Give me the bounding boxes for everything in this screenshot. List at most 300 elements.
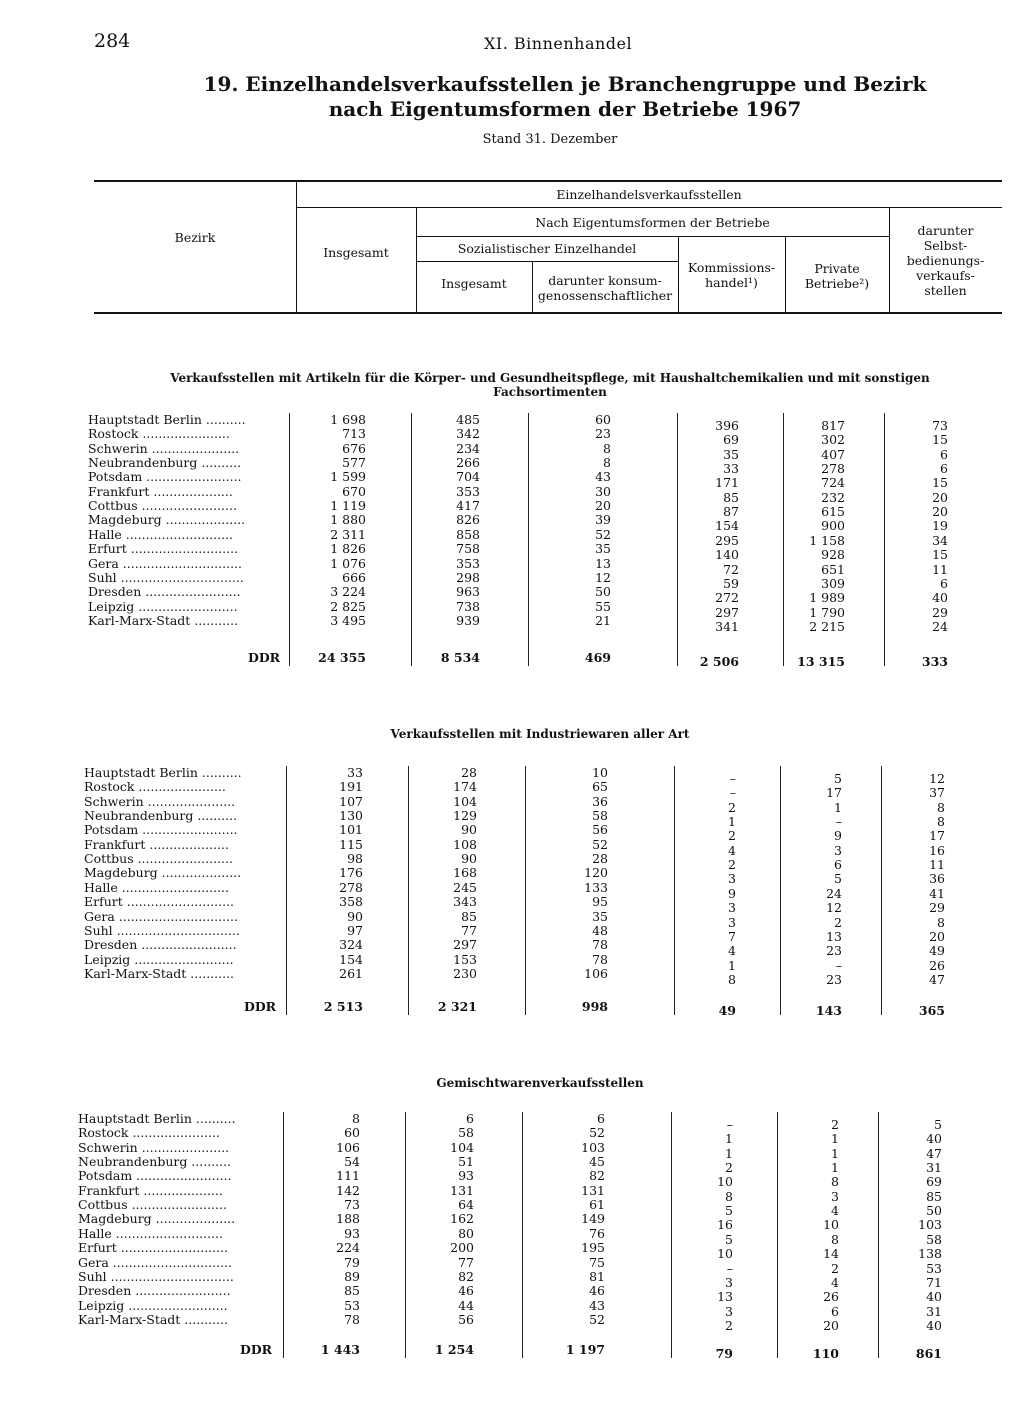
total-value: 1 443: [320, 1342, 360, 1357]
row-value: 826: [456, 512, 480, 528]
row-value: 6: [597, 1111, 605, 1126]
row-value: 1: [728, 957, 736, 973]
row-value: 6: [940, 461, 948, 477]
row-value: 2: [728, 799, 736, 815]
header-konsum: [532, 273, 678, 303]
row-value: 93: [344, 1225, 360, 1241]
row-value: 59: [723, 575, 739, 591]
row-value: 1: [831, 1145, 839, 1161]
row-value: 45: [589, 1154, 605, 1170]
total-value: 2 321: [437, 999, 477, 1014]
total-value: 469: [584, 650, 611, 665]
row-value: 47: [926, 1145, 942, 1161]
row-bezirk-name: Cottbus ........................: [88, 499, 237, 514]
row-value: 78: [592, 951, 608, 967]
total-value: 24 355: [318, 650, 366, 665]
header-private-line-2: Betriebe²): [804, 276, 870, 291]
total-value: 1 254: [434, 1342, 474, 1357]
row-value: 12: [595, 569, 611, 585]
row-value: 138: [918, 1246, 942, 1262]
row-bezirk-name: Frankfurt ....................: [78, 1183, 223, 1198]
row-value: 302: [821, 432, 845, 448]
column-separator: [528, 413, 529, 666]
row-value: 738: [456, 598, 480, 614]
header-darunter-line-1: darunter: [917, 223, 974, 238]
row-value: 103: [581, 1139, 605, 1155]
row-value: 24: [826, 885, 842, 901]
row-value: 3 495: [330, 612, 366, 628]
row-value: 53: [926, 1260, 942, 1276]
row-value: 8: [352, 1111, 360, 1126]
row-value: 46: [458, 1283, 474, 1299]
row-value: 73: [932, 418, 948, 433]
total-value: 365: [918, 1003, 945, 1018]
row-value: 40: [926, 1289, 942, 1305]
row-value: 36: [929, 871, 945, 887]
section-title: Verkaufsstellen mit Industriewaren aller Art: [390, 727, 690, 741]
row-value: 162: [450, 1211, 474, 1227]
row-value: 53: [344, 1297, 360, 1313]
row-value: 13: [717, 1289, 733, 1305]
row-bezirk-name: Schwerin ......................: [88, 441, 240, 456]
column-separator: [881, 766, 882, 1015]
row-bezirk-name: Potsdam ........................: [78, 1169, 232, 1184]
row-bezirk-name: Gera ..............................: [78, 1255, 232, 1270]
header-darunter-line-4: verkaufs-: [916, 268, 975, 283]
row-value: 1: [728, 814, 736, 830]
row-value: 81: [589, 1268, 605, 1284]
row-value: 49: [929, 943, 945, 959]
row-bezirk-name: Suhl ...............................: [84, 923, 240, 938]
row-value: 1 989: [809, 590, 845, 606]
row-value: 71: [926, 1274, 942, 1290]
row-value: 666: [342, 569, 366, 585]
row-value: 35: [723, 446, 739, 462]
row-value: 30: [595, 483, 611, 499]
column-separator: [671, 1112, 672, 1358]
row-value: 51: [458, 1154, 474, 1170]
row-value: 44: [458, 1297, 474, 1313]
row-value: 2 825: [330, 598, 366, 614]
row-value: 50: [926, 1203, 942, 1219]
row-value: 26: [929, 957, 945, 973]
row-value: 111: [336, 1168, 360, 1184]
row-bezirk-name: Dresden ........................: [78, 1284, 231, 1299]
row-value: 106: [584, 965, 608, 981]
row-value: 8: [937, 914, 945, 930]
row-value: –: [729, 785, 736, 801]
row-value: 153: [453, 951, 477, 967]
row-value: 33: [723, 461, 739, 477]
row-value: 6: [940, 446, 948, 462]
column-separator: [522, 1112, 523, 1358]
row-value: 297: [715, 604, 739, 620]
total-value: 8 534: [440, 650, 480, 665]
row-value: 3: [831, 1188, 839, 1204]
row-value: 13: [595, 555, 611, 571]
row-value: 78: [344, 1311, 360, 1327]
row-value: 107: [339, 793, 363, 809]
header-kommission: [678, 260, 785, 290]
header-bezirk: Bezirk: [174, 230, 216, 245]
row-value: 26: [823, 1289, 839, 1305]
header-nach-eigentum: Nach Eigentumsformen der Betriebe: [535, 215, 770, 230]
row-value: 195: [581, 1240, 605, 1256]
row-bezirk-name: Halle ...........................: [88, 527, 234, 542]
row-value: 1: [725, 1145, 733, 1161]
row-bezirk-name: Magdeburg ....................: [88, 513, 246, 528]
row-value: 77: [461, 922, 477, 938]
row-value: 10: [823, 1217, 839, 1233]
column-separator: [777, 1112, 778, 1358]
row-value: 353: [456, 483, 480, 499]
row-value: 4: [831, 1203, 839, 1219]
row-value: 670: [342, 483, 366, 499]
row-bezirk-name: Leipzig .........................: [84, 952, 234, 967]
row-value: 43: [595, 469, 611, 485]
row-value: 103: [918, 1217, 942, 1233]
row-value: 131: [581, 1182, 605, 1198]
row-value: 3: [725, 1274, 733, 1290]
row-value: 615: [821, 504, 845, 520]
row-bezirk-name: Dresden ........................: [84, 938, 237, 953]
row-value: 58: [458, 1125, 474, 1141]
stand-date: Stand 31. Dezember: [482, 132, 618, 147]
row-value: 29: [929, 900, 945, 916]
total-value: 49: [718, 1003, 736, 1018]
row-value: 97: [347, 922, 363, 938]
header-rule-1: [296, 207, 1002, 208]
row-bezirk-name: Gera ..............................: [84, 909, 238, 924]
row-value: 52: [595, 526, 611, 542]
column-separator: [674, 766, 675, 1015]
row-value: 108: [453, 836, 477, 852]
row-value: 104: [450, 1139, 474, 1155]
column-separator: [286, 766, 287, 1015]
row-value: –: [835, 957, 842, 973]
row-value: 900: [821, 518, 845, 534]
total-value: 13 315: [797, 654, 845, 669]
row-value: 140: [715, 547, 739, 563]
row-value: 4: [728, 943, 736, 959]
row-value: 20: [823, 1317, 839, 1333]
row-value: 104: [453, 793, 477, 809]
row-value: 89: [344, 1268, 360, 1284]
row-value: 1 119: [330, 498, 366, 514]
row-value: 2: [725, 1317, 733, 1333]
row-value: 14: [823, 1246, 839, 1262]
row-bezirk-name: Cottbus ........................: [78, 1198, 227, 1213]
row-value: 6: [466, 1111, 474, 1126]
row-bezirk-name: Rostock ......................: [88, 427, 230, 442]
running-head: XI. Binnenhandel: [484, 34, 633, 53]
row-value: 2: [728, 828, 736, 844]
row-value: 58: [926, 1231, 942, 1247]
row-value: 79: [344, 1254, 360, 1270]
column-separator: [411, 413, 412, 666]
row-bezirk-name: Hauptstadt Berlin ..........: [84, 766, 242, 780]
row-value: 724: [821, 475, 845, 491]
row-value: –: [729, 771, 736, 786]
row-value: 353: [456, 555, 480, 571]
row-value: 47: [929, 971, 945, 987]
header-konsum-line-1: darunter konsum-: [548, 273, 662, 288]
header-kommission-line-2: handel¹): [705, 275, 758, 290]
title-line-2: nach Eigentumsformen der Betriebe 1967: [328, 97, 802, 121]
row-value: 31: [926, 1160, 942, 1176]
row-value: 298: [456, 569, 480, 585]
row-value: 7: [728, 928, 736, 944]
row-value: 8: [603, 455, 611, 471]
row-value: 43: [589, 1297, 605, 1313]
row-value: 17: [826, 785, 842, 801]
header-soz-insgesamt: Insgesamt: [441, 276, 507, 291]
row-value: 131: [450, 1182, 474, 1198]
row-value: 1 599: [330, 469, 366, 485]
row-value: 48: [592, 922, 608, 938]
row-value: 278: [339, 879, 363, 895]
row-value: 90: [461, 822, 477, 838]
row-value: 1 158: [809, 532, 845, 548]
row-value: 8: [603, 440, 611, 456]
row-value: 324: [339, 937, 363, 953]
row-value: 106: [336, 1139, 360, 1155]
row-value: 168: [453, 865, 477, 881]
header-private: [785, 261, 889, 291]
row-bezirk-name: Erfurt ...........................: [84, 895, 235, 910]
row-value: 23: [595, 426, 611, 442]
row-value: 8: [937, 814, 945, 830]
row-value: 82: [458, 1268, 474, 1284]
section-title: Verkaufsstellen mit Artikeln für die Körper- und Gesundheitspflege, mit Haushaltchemikalien und mit sonstigen Fachsortimenten: [170, 371, 930, 399]
row-value: 28: [461, 765, 477, 780]
row-value: 85: [723, 489, 739, 505]
row-value: 75: [589, 1254, 605, 1270]
column-separator: [283, 1112, 284, 1358]
row-value: 191: [339, 779, 363, 795]
row-value: 52: [589, 1125, 605, 1141]
row-value: 85: [926, 1188, 942, 1204]
row-value: 3: [728, 900, 736, 916]
row-value: 758: [456, 541, 480, 557]
row-value: 20: [932, 504, 948, 520]
header-darunter-line-5: stellen: [924, 283, 967, 298]
row-value: 174: [453, 779, 477, 795]
row-bezirk-name: Gera ..............................: [88, 556, 242, 571]
row-value: 5: [834, 771, 842, 786]
column-separator: [405, 1112, 406, 1358]
header-kommission-line-1: Kommissions-: [687, 260, 776, 275]
header-darunter-line-2: Selbst-: [923, 238, 968, 253]
row-value: 77: [458, 1254, 474, 1270]
row-value: 651: [821, 561, 845, 577]
row-bezirk-name: Neubrandenburg ..........: [84, 809, 238, 824]
row-bezirk-name: Erfurt ...........................: [88, 542, 239, 557]
row-value: 13: [826, 928, 842, 944]
header-darunter-line-3: bedienungs-: [906, 253, 985, 268]
row-value: 40: [926, 1317, 942, 1333]
row-value: 73: [344, 1197, 360, 1213]
row-value: 676: [342, 440, 366, 456]
row-value: 60: [595, 412, 611, 427]
row-bezirk-name: Magdeburg ....................: [84, 866, 242, 881]
row-value: 85: [461, 908, 477, 924]
row-value: 41: [929, 885, 945, 901]
row-value: 61: [589, 1197, 605, 1213]
row-value: 4: [728, 842, 736, 858]
column-separator: [289, 413, 290, 666]
row-value: 52: [592, 836, 608, 852]
row-value: 3: [725, 1303, 733, 1319]
row-value: 358: [339, 894, 363, 910]
total-value: 861: [915, 1346, 942, 1361]
row-value: 10: [717, 1174, 733, 1190]
total-value: 110: [812, 1346, 839, 1361]
row-bezirk-name: Erfurt ...........................: [78, 1241, 229, 1256]
row-bezirk-name: Neubrandenburg ..........: [78, 1155, 232, 1170]
row-value: 90: [347, 908, 363, 924]
column-separator: [408, 766, 409, 1015]
header-darunter: [889, 223, 1002, 298]
column-separator: [884, 413, 885, 666]
row-value: 142: [336, 1182, 360, 1198]
row-value: 8: [728, 971, 736, 987]
row-value: 2 215: [809, 618, 845, 634]
row-value: 149: [581, 1211, 605, 1227]
row-value: 24: [932, 618, 948, 634]
row-value: 21: [595, 612, 611, 628]
row-value: 3: [728, 914, 736, 930]
row-value: 98: [347, 851, 363, 867]
row-value: 3: [834, 842, 842, 858]
total-value: 2 513: [323, 999, 363, 1014]
row-value: 31: [926, 1303, 942, 1319]
row-bezirk-name: Karl-Marx-Stadt ...........: [84, 966, 235, 981]
row-value: 5: [725, 1231, 733, 1247]
row-value: 1: [831, 1131, 839, 1147]
row-bezirk-name: Potsdam ........................: [84, 823, 238, 838]
row-value: 20: [932, 489, 948, 505]
row-value: 60: [344, 1125, 360, 1141]
row-bezirk-name: Schwerin ......................: [84, 794, 236, 809]
row-value: 40: [926, 1131, 942, 1147]
row-value: 12: [929, 771, 945, 786]
row-value: 342: [456, 426, 480, 442]
row-value: 176: [339, 865, 363, 881]
row-value: 69: [723, 432, 739, 448]
row-value: 80: [458, 1225, 474, 1241]
row-value: 154: [339, 951, 363, 967]
row-value: 5: [934, 1117, 942, 1132]
row-value: 266: [456, 455, 480, 471]
row-value: 130: [339, 808, 363, 824]
row-value: 129: [453, 808, 477, 824]
row-value: 230: [453, 965, 477, 981]
row-bezirk-name: Karl-Marx-Stadt ...........: [78, 1312, 229, 1327]
row-value: 939: [456, 612, 480, 628]
header-einzelhandel: Einzelhandelsverkaufsstellen: [556, 187, 742, 202]
row-value: 8: [937, 799, 945, 815]
row-value: 9: [728, 885, 736, 901]
row-value: 20: [595, 498, 611, 514]
row-bezirk-name: Leipzig .........................: [88, 599, 238, 614]
row-value: 1: [834, 799, 842, 815]
row-bezirk-name: Magdeburg ....................: [78, 1212, 236, 1227]
row-value: 1 826: [330, 541, 366, 557]
row-value: 963: [456, 584, 480, 600]
row-value: 87: [723, 504, 739, 520]
row-bezirk-name: Karl-Marx-Stadt ...........: [88, 613, 239, 628]
header-private-line-1: Private: [814, 261, 860, 276]
row-bezirk-name: Frankfurt ....................: [88, 484, 233, 499]
row-value: 16: [717, 1217, 733, 1233]
row-value: 55: [595, 598, 611, 614]
row-value: 4: [831, 1274, 839, 1290]
row-value: 485: [456, 412, 480, 427]
row-value: 28: [592, 851, 608, 867]
row-value: 17: [929, 828, 945, 844]
row-value: 46: [589, 1283, 605, 1299]
row-value: 133: [584, 879, 608, 895]
row-value: 1 790: [809, 604, 845, 620]
header-rule-2: [416, 236, 890, 237]
row-value: 40: [932, 590, 948, 606]
column-separator: [525, 766, 526, 1015]
row-value: 343: [453, 894, 477, 910]
row-value: 154: [715, 518, 739, 534]
row-value: 245: [453, 879, 477, 895]
row-value: 2: [831, 1117, 839, 1132]
row-value: 5: [725, 1203, 733, 1219]
title-line-1: 19. Einzelhandelsverkaufsstellen je Branchengruppe und Bezirk: [203, 72, 927, 96]
row-bezirk-name: Rostock ......................: [84, 780, 226, 795]
section-title: Gemischtwarenverkaufsstellen: [436, 1076, 644, 1090]
row-value: 8: [831, 1174, 839, 1190]
row-bezirk-name: Dresden ........................: [88, 585, 241, 600]
row-value: 101: [339, 822, 363, 838]
column-separator: [878, 1112, 879, 1358]
header-insgesamt: Insgesamt: [323, 245, 389, 260]
row-value: 1: [831, 1160, 839, 1176]
row-value: 6: [831, 1303, 839, 1319]
row-value: –: [835, 814, 842, 830]
row-value: 65: [592, 779, 608, 795]
row-value: 8: [725, 1188, 733, 1204]
row-bezirk-name: Schwerin ......................: [78, 1140, 230, 1155]
row-value: 2: [728, 857, 736, 873]
row-value: 2: [725, 1160, 733, 1176]
row-value: 90: [461, 851, 477, 867]
row-value: 120: [584, 865, 608, 881]
row-value: 341: [715, 618, 739, 634]
row-value: 15: [932, 475, 948, 491]
row-value: 297: [453, 937, 477, 953]
row-value: 417: [456, 498, 480, 514]
table-title: [150, 72, 980, 122]
row-value: 2 311: [330, 526, 366, 542]
row-value: 224: [336, 1240, 360, 1256]
row-bezirk-name: Frankfurt ....................: [84, 837, 229, 852]
row-value: 72: [723, 561, 739, 577]
total-value: 2 506: [699, 654, 739, 669]
column-separator: [677, 413, 678, 666]
row-bezirk-name: Halle ...........................: [78, 1226, 224, 1241]
header-sozialistisch: Sozialistischer Einzelhandel: [457, 241, 637, 256]
row-value: 76: [589, 1225, 605, 1241]
row-bezirk-name: Hauptstadt Berlin ..........: [78, 1112, 236, 1126]
row-value: 200: [450, 1240, 474, 1256]
total-value: 1 197: [565, 1342, 605, 1357]
